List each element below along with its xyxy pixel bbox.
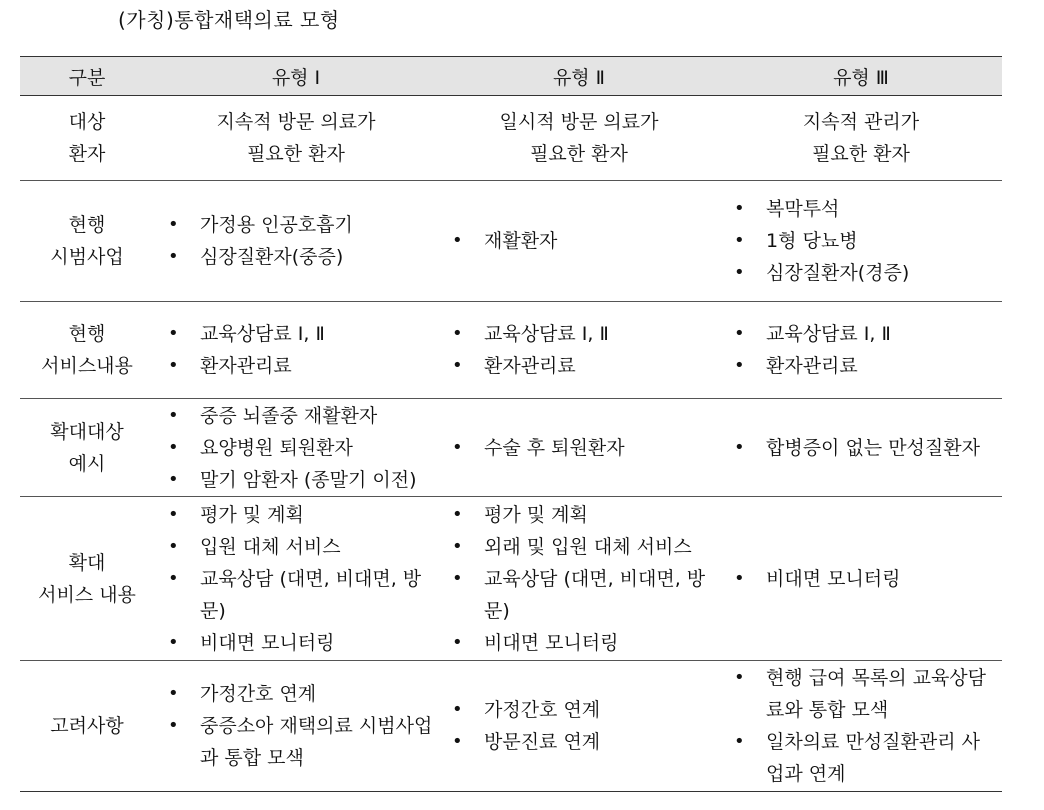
list-item: • 중증 뇌졸중 재활환자 bbox=[154, 400, 438, 432]
type-3-cell bbox=[720, 399, 1002, 496]
cell-text-line: 필요한 환자 bbox=[247, 143, 345, 165]
row-label-line: 확대 bbox=[68, 551, 106, 574]
list-item: • 1형 당뇨병 bbox=[720, 225, 1002, 257]
list-item: • 환자관리료 bbox=[720, 350, 1002, 382]
type-1-cell bbox=[154, 181, 438, 301]
table-header-row bbox=[20, 57, 1002, 96]
list-item: • 방문진료 연계 bbox=[438, 726, 720, 758]
list-item: • 교육상담료 Ⅰ, Ⅱ bbox=[154, 318, 438, 350]
row-label-line: 현행 bbox=[68, 323, 106, 345]
row-label bbox=[20, 399, 154, 496]
row-label bbox=[20, 661, 154, 791]
type-3-cell bbox=[720, 302, 1002, 398]
type-3-cell bbox=[720, 661, 1002, 791]
list-item: • 심장질환자(경증) bbox=[720, 257, 1002, 289]
cell-text-line: 지속적 방문 의료가 bbox=[216, 111, 376, 133]
list-item: • 교육상담료 Ⅰ, Ⅱ bbox=[720, 318, 1002, 350]
list-item: • 요양병원 퇴원환자 bbox=[154, 432, 438, 464]
cell-text-line: 필요한 환자 bbox=[812, 143, 910, 165]
list-item: • 비대면 모니터링 bbox=[438, 627, 720, 659]
list-item: • 평가 및 계획 bbox=[154, 499, 438, 531]
list-item: • 재활환자 bbox=[438, 225, 720, 257]
table-row-target-patients bbox=[20, 96, 1002, 180]
list-item: • 외래 및 입원 대체 서비스 bbox=[438, 531, 720, 563]
list-item: • 교육상담 (대면, 비대면, 방문) bbox=[154, 563, 438, 627]
list-item: • 교육상담 (대면, 비대면, 방문) bbox=[438, 563, 720, 627]
list-item: • 비대면 모니터링 bbox=[720, 563, 1002, 595]
list-item: • 가정간호 연계 bbox=[154, 678, 438, 710]
row-label-line: 시범사업 bbox=[50, 246, 124, 268]
list-item: • 환자관리료 bbox=[154, 350, 438, 382]
type-3-cell bbox=[720, 497, 1002, 660]
type-2-cell bbox=[438, 96, 720, 180]
type-1-cell bbox=[154, 96, 438, 180]
list-item: • 평가 및 계획 bbox=[438, 499, 720, 531]
row-label-line: 현행 bbox=[68, 214, 106, 236]
list-item: • 일차의료 만성질환관리 사업과 연계 bbox=[720, 726, 1002, 790]
header-type-3: 유형 Ⅲ bbox=[833, 66, 889, 89]
type-2-cell bbox=[438, 497, 720, 660]
table-row-expansion-targets bbox=[20, 398, 1002, 496]
row-label bbox=[20, 181, 154, 301]
document-title: (가칭)통합재택의료 모형 bbox=[118, 8, 340, 32]
row-label-line: 예시 bbox=[68, 452, 106, 475]
list-item: • 중증소아 재택의료 시범사업과 통합 모색 bbox=[154, 710, 438, 774]
type-2-cell bbox=[438, 661, 720, 791]
row-label-line: 서비스내용 bbox=[41, 355, 133, 377]
list-item: • 교육상담료 Ⅰ, Ⅱ bbox=[438, 318, 720, 350]
type-3-cell bbox=[720, 181, 1002, 301]
row-label-line: 고려사항 bbox=[50, 715, 124, 737]
type-2-cell bbox=[438, 399, 720, 496]
type-3-cell bbox=[720, 96, 1002, 180]
header-type-2: 유형 Ⅱ bbox=[552, 66, 606, 89]
list-item: • 가정간호 연계 bbox=[438, 694, 720, 726]
list-item: • 입원 대체 서비스 bbox=[154, 531, 438, 563]
row-label bbox=[20, 96, 154, 180]
header-category: 구분 bbox=[68, 66, 106, 89]
row-label-line: 대상 bbox=[68, 111, 106, 133]
cell-text-line: 필요한 환자 bbox=[530, 143, 628, 165]
list-item: • 환자관리료 bbox=[438, 350, 720, 382]
cell-text-line: 지속적 관리가 bbox=[802, 111, 920, 133]
list-item: • 심장질환자(중증) bbox=[154, 241, 438, 273]
list-item: • 수술 후 퇴원환자 bbox=[438, 432, 720, 464]
type-1-cell bbox=[154, 661, 438, 791]
list-item: • 가정용 인공호흡기 bbox=[154, 209, 438, 241]
list-item: • 현행 급여 목록의 교육상담료와 통합 모색 bbox=[720, 662, 1002, 726]
table-row-expanded-services bbox=[20, 496, 1002, 660]
row-label-line: 확대대상 bbox=[50, 420, 124, 443]
table-row-considerations bbox=[20, 660, 1002, 791]
row-label-line: 서비스 내용 bbox=[38, 583, 136, 606]
list-item: • 복막투석 bbox=[720, 193, 1002, 225]
type-2-cell bbox=[438, 302, 720, 398]
type-1-cell bbox=[154, 399, 438, 496]
model-table bbox=[20, 56, 1002, 792]
type-1-cell bbox=[154, 497, 438, 660]
list-item: • 비대면 모니터링 bbox=[154, 627, 438, 659]
cell-text-line: 일시적 방문 의료가 bbox=[499, 111, 659, 133]
table-row-current-pilot bbox=[20, 180, 1002, 301]
row-label bbox=[20, 497, 154, 660]
header-type-1: 유형 Ⅰ bbox=[271, 66, 321, 89]
list-item: • 말기 암환자 (종말기 이전) bbox=[154, 464, 438, 496]
table-row-current-services bbox=[20, 301, 1002, 398]
type-1-cell bbox=[154, 302, 438, 398]
row-label-line: 환자 bbox=[68, 143, 106, 165]
type-2-cell bbox=[438, 181, 720, 301]
list-item: • 합병증이 없는 만성질환자 bbox=[720, 432, 1002, 464]
row-label bbox=[20, 302, 154, 398]
